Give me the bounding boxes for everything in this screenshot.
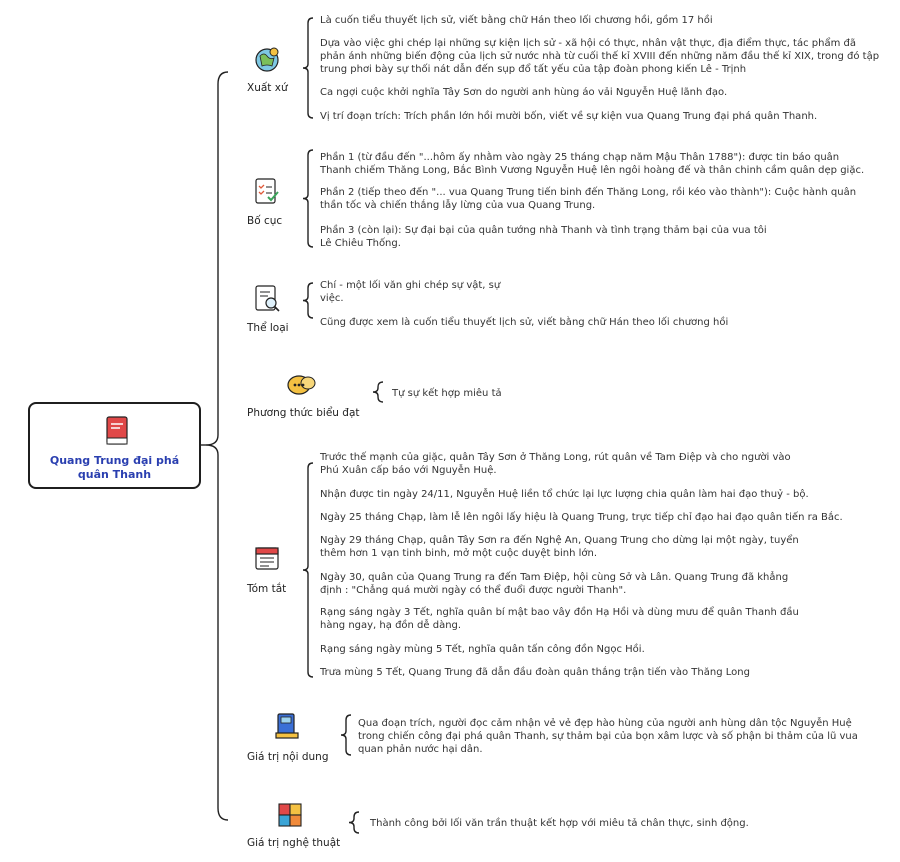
- branch-5-item: Trưa mùng 5 Tết, Quang Trung đã dẫn đầu đoàn quân thắng trận tiến vào Thăng Long: [320, 667, 750, 678]
- branch-5-item: Ngày 25 tháng Chạp, làm lễ lên ngôi lấy hiệu là Quang Trung, trực tiếp chỉ đạo hai đạo quân tiến ra Bắc.: [320, 512, 843, 523]
- branch-6-brace: [341, 715, 351, 755]
- globe-icon: [252, 44, 282, 74]
- puzzle-icon: [275, 800, 305, 830]
- speech-bubbles-icon: [286, 371, 316, 401]
- branch-1-item: Dựa vào việc ghi chép lại những sự kiện lịch sử - xã hội có thực, nhân vật thực, địa điểm thực, tác phẩm đã phản ánh những biến động của lịch sử nước nhà từ cuối thế kỉ XVIII đến những năm đầu thế kỉ XIX, trong đó tập trung phơi bày sự thối nát dẫn đến sụp đổ tất yếu của tập đoàn phong kiến Lê - Trịnh: [320, 38, 880, 75]
- branch-6-label[interactable]: Giá trị nội dung: [247, 751, 329, 763]
- branch-1-label[interactable]: Xuất xứ: [247, 82, 288, 94]
- branch-1-item: Là cuốn tiểu thuyết lịch sử, viết bằng chữ Hán theo lối chương hồi, gồm 17 hồi: [320, 15, 713, 26]
- branch-3-item: Chí - một lối văn ghi chép sự vật, sự việc.: [320, 280, 501, 304]
- branch-5-label[interactable]: Tóm tắt: [247, 583, 287, 595]
- branch-5-item: Rạng sáng ngày mùng 5 Tết, nghĩa quân tấn công đồn Ngọc Hồi.: [320, 644, 645, 655]
- branch-2-item: Phần 1 (từ đầu đến "...hôm ấy nhằm vào ngày 25 tháng chạp năm Mậu Thân 1788"): được tin báo quân Thanh chiếm Thăng Long, Bắc Bình Vương Nguyễn Huệ lên ngôi hoàng đế và thân chinh cầm quân dẹp giặc.: [320, 152, 865, 176]
- branch-1-item: Ca ngợi cuộc khởi nghĩa Tây Sơn do người anh hùng áo vải Nguyễn Huệ lãnh đạo.: [320, 87, 728, 98]
- branch-4-item: Tự sự kết hợp miêu tả: [392, 388, 502, 399]
- branch-3-brace: [303, 283, 313, 318]
- root-node[interactable]: [28, 402, 201, 489]
- branch-5-item: Trước thế mạnh của giặc, quân Tây Sơn ở Thăng Long, rút quân về Tam Điệp và cho người vào Phú Xuân cấp báo với Nguyễn Huệ.: [320, 452, 791, 476]
- branch-2-label[interactable]: Bố cục: [247, 215, 283, 227]
- branch-6-item: Qua đoạn trích, người đọc cảm nhận vẻ vẻ đẹp hào hùng của người anh hùng dân tộc Nguyễn Huệ trong chiến công đại phá quân Thanh, sự thảm bại của bọn xâm lược và số phận bi thảm của lũ vua quan phản nước hại dân.: [358, 718, 858, 755]
- book-stack-icon: [272, 711, 302, 741]
- branch-7-brace: [349, 812, 359, 833]
- branch-7-label[interactable]: Giá trị nghệ thuật: [247, 837, 341, 849]
- branch-1-brace: [303, 18, 313, 118]
- branch-5-item: Rạng sáng ngày 3 Tết, nghĩa quân bí mật bao vây đồn Hạ Hồi và dùng mưu để quân Thanh đầu hàng ngay, hạ đồn dễ dàng.: [320, 607, 799, 631]
- document-search-icon: [252, 283, 282, 313]
- root-title: Quang Trung đại phá quân Thanh: [49, 454, 180, 481]
- branch-3-item: Cũng được xem là cuốn tiểu thuyết lịch sử, viết bằng chữ Hán theo lối chương hồi: [320, 317, 729, 328]
- branch-3-label[interactable]: Thể loại: [247, 322, 289, 334]
- branch-5-brace: [303, 463, 313, 677]
- branch-2-item: Phần 3 (còn lại): Sự đại bại của quân tướng nhà Thanh và tình trạng thảm bại của vua tôi Lê Chiêu Thống.: [320, 225, 767, 249]
- branch-2-item: Phần 2 (tiếp theo đến "... vua Quang Trung tiến binh đến Thăng Long, rồi kéo vào thành"): Cuộc hành quân thần tốc và chiến thắng lẫy lừng của vua Quang Trung.: [320, 187, 857, 211]
- calendar-icon: [252, 543, 282, 573]
- branch-5-item: Ngày 29 tháng Chạp, quân Tây Sơn ra đến Nghệ An, Quang Trung cho dừng lại một ngày, tuyển thêm hơn 1 vạn tinh binh, mở một cuộc duyệt binh lớn.: [320, 535, 799, 559]
- branch-4-brace: [373, 382, 383, 402]
- checklist-icon: [252, 176, 282, 206]
- branch-5-item: Nhận được tin ngày 24/11, Nguyễn Huệ liền tổ chức lại lực lượng chia quân làm hai đạo thuỷ - bộ.: [320, 489, 809, 500]
- branch-5-item: Ngày 30, quân của Quang Trung ra đến Tam Điệp, hội cùng Sở và Lân. Quang Trung đã khẳng định : "Chẳng quá mười ngày có thể đuổi được người Thanh".: [320, 572, 789, 596]
- branch-1-item: Vị trí đoạn trích: Trích phần lớn hồi mười bốn, viết về sự kiện vua Quang Trung đại phá quân Thanh.: [320, 111, 818, 122]
- branch-2-brace: [303, 150, 313, 247]
- branch-7-item: Thành công bởi lối văn trần thuật kết hợp với miêu tả chân thực, sinh động.: [370, 818, 749, 829]
- main-brace: [206, 72, 228, 820]
- book-icon: [105, 416, 129, 446]
- branch-4-label[interactable]: Phương thức biểu đạt: [247, 407, 360, 419]
